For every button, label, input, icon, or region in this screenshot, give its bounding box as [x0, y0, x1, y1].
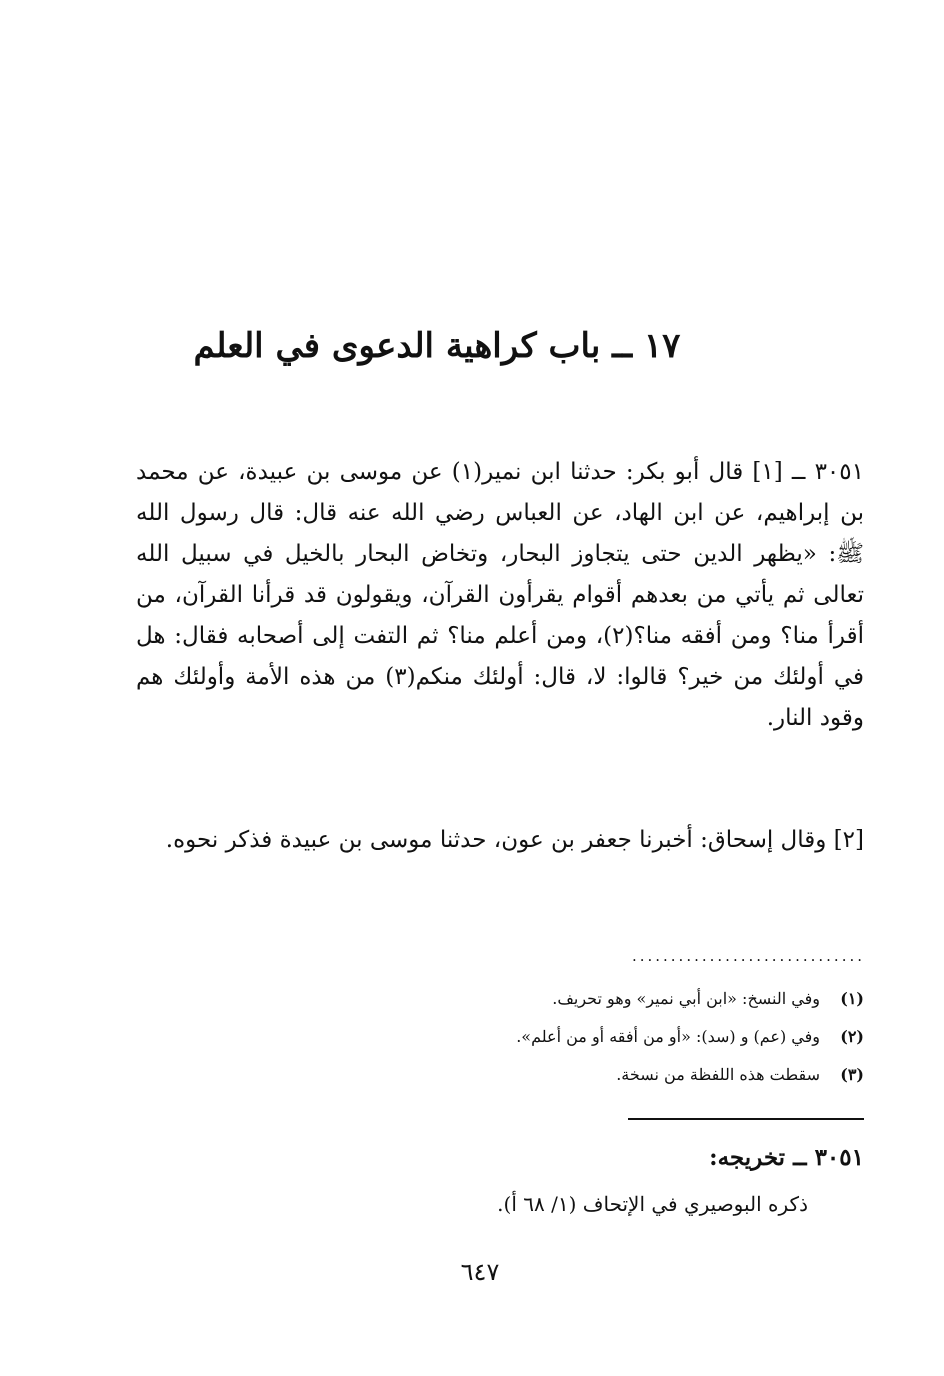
footnote-number: (٢) — [840, 1027, 864, 1046]
footnote-item — [380, 980, 864, 1018]
section-divider — [628, 1118, 864, 1120]
footnote-item — [380, 1018, 864, 1056]
takhrij-text: ذكره البوصيري في الإتحاف (١/ ٦٨ أ). — [497, 1192, 808, 1216]
footnote-text: سقطت هذه اللفظة من نسخة. — [616, 1065, 820, 1084]
takhrij-heading: ٣٠٥١ ــ تخريجه: — [709, 1144, 864, 1171]
chapter-title: ١٧ ــ باب كراهية الدعوى في العلم — [193, 326, 681, 366]
page-number: ٦٤٧ — [460, 1258, 500, 1286]
hadith-paragraph-second: [٢] وقال إسحاق: أخبرنا جعفر بن عون، حدثنا موسى بن عبيدة فذكر نحوه. — [165, 827, 864, 853]
footnote-separator-dots: .............................. — [631, 947, 865, 965]
footnotes-list — [380, 980, 864, 1094]
hadith-paragraph: ٣٠٥١ ــ [١] قال أبو بكر: حدثنا ابن نمير(١) عن موسى بن عبيدة، عن محمد بن إبراهيم، عن ابن الهاد، عن العباس رضي الله عنه قال: قال رسول الله ﷺ: «يظهر الدين حتى يتجاوز البحار، وتخاض البحار بالخيل في سبيل الله تعالى ثم يأتي من بعدهم أقوام يقرأون القرآن، ويقولون قد قرأنا القرآن، من أقرأ منا؟ ومن أفقه منا؟(٢)، ومن أعلم منا؟ ثم التفت إلى أصحابه فقال: هل في أولئك من خير؟ قالوا: لا، قال: أولئك منكم(٣) من هذه الأمة وأولئك هم وقود النار. — [136, 459, 864, 731]
footnote-number: (٣) — [840, 1065, 864, 1084]
footnote-number: (١) — [840, 989, 864, 1008]
footnote-text: وفي النسخ: «ابن أبي نمير» وهو تحريف. — [552, 989, 820, 1008]
footnote-text: وفي (عم) و (سد): «أو من أفقه أو من أعلم». — [516, 1027, 820, 1046]
footnote-item — [380, 1056, 864, 1094]
